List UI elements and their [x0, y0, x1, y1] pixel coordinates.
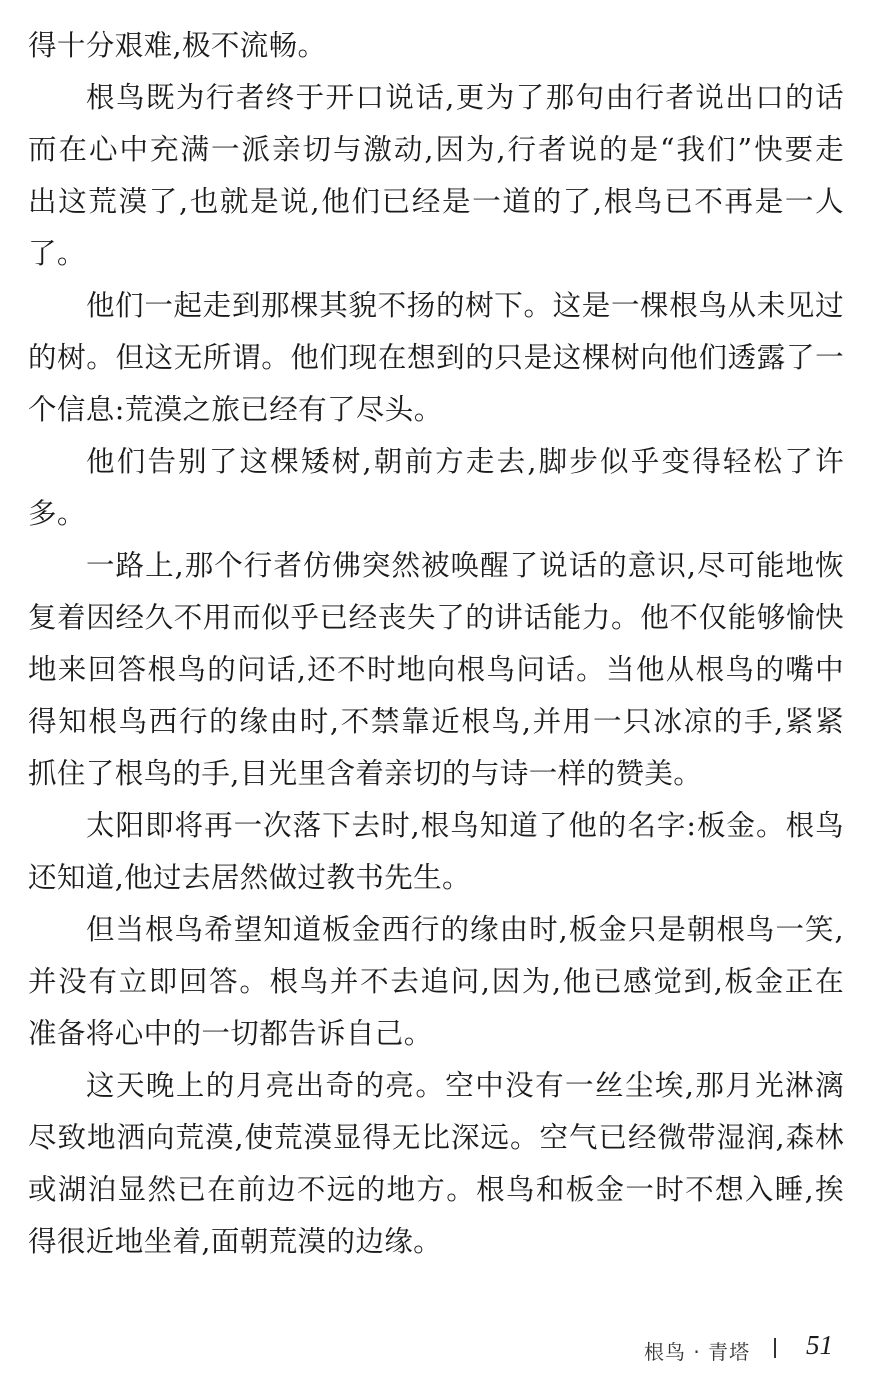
- text-line: 而在心中充满一派亲切与激动,因为,行者说的是“我们”快要走: [28, 133, 844, 166]
- text-line: 尽致地洒向荒漠,使荒漠显得无比深远。空气已经微带湿润,森林: [28, 1121, 844, 1154]
- text-line: 复着因经久不用而似乎已经丧失了的讲话能力。他不仅能够愉快: [28, 601, 844, 634]
- text-line: 并没有立即回答。根鸟并不去追问,因为,他已感觉到,板金正在: [28, 965, 844, 998]
- text-line: 出这荒漠了,也就是说,他们已经是一道的了,根鸟已不再是一人: [28, 185, 844, 218]
- text-line: 一路上,那个行者仿佛突然被唤醒了说话的意识,尽可能地恢: [86, 549, 844, 582]
- text-line: 他们一起走到那棵其貌不扬的树下。这是一棵根鸟从未见过: [86, 289, 844, 322]
- body-text: [28, 20, 844, 1268]
- text-line: 的树。但这无所谓。他们现在想到的只是这棵树向他们透露了一: [28, 341, 844, 374]
- text-line: 或湖泊显然已在前边不远的地方。根鸟和板金一时不想入睡,挨: [28, 1173, 844, 1206]
- text-line: 抓住了根鸟的手,目光里含着亲切的与诗一样的赞美。: [28, 757, 703, 790]
- text-line: 还知道,他过去居然做过教书先生。: [28, 861, 471, 894]
- page-number: 51: [806, 1330, 833, 1360]
- text-line: 了。: [28, 237, 86, 270]
- text-line: 多。: [28, 497, 86, 530]
- text-line: 他们告别了这棵矮树,朝前方走去,脚步似乎变得轻松了许: [86, 445, 844, 478]
- running-head: 根鸟 · 青塔: [644, 1340, 751, 1364]
- text-line: 得很近地坐着,面朝荒漠的边缘。: [28, 1225, 443, 1258]
- text-line: 地来回答根鸟的问话,还不时地向根鸟问话。当他从根鸟的嘴中: [28, 653, 844, 686]
- page-footer: [0, 1332, 872, 1372]
- text-line: 这天晚上的月亮出奇的亮。空中没有一丝尘埃,那月光淋漓: [86, 1069, 844, 1102]
- text-line: 得十分艰难,极不流畅。: [28, 29, 327, 62]
- text-line: 根鸟既为行者终于开口说话,更为了那句由行者说出口的话: [86, 81, 844, 114]
- text-line: 太阳即将再一次落下去时,根鸟知道了他的名字:板金。根鸟: [86, 809, 844, 842]
- text-line: 个信息:荒漠之旅已经有了尽头。: [28, 393, 443, 426]
- text-line: 但当根鸟希望知道板金西行的缘由时,板金只是朝根鸟一笑,: [86, 913, 844, 946]
- text-line: 准备将心中的一切都告诉自己。: [28, 1017, 433, 1050]
- footer-divider: [774, 1338, 776, 1358]
- text-line: 得知根鸟西行的缘由时,不禁靠近根鸟,并用一只冰凉的手,紧紧: [28, 705, 844, 738]
